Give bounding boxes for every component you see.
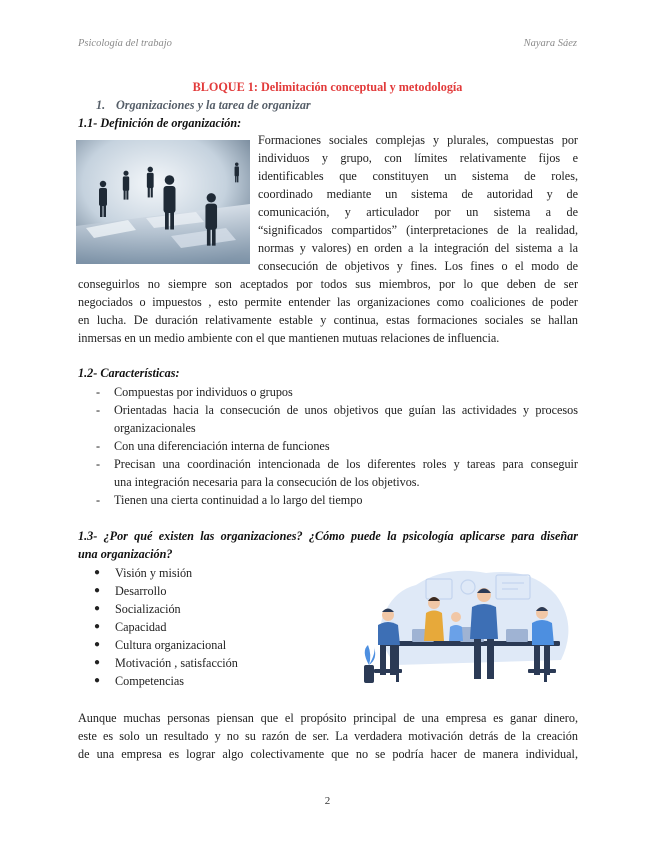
list-item xyxy=(78,455,578,491)
bullet-dot: ● xyxy=(94,657,101,668)
list-item xyxy=(78,600,338,618)
list-item-text: Orientadas hacia la consecución de unos objetivos que guían las actividades y procesos xyxy=(114,403,578,417)
list-item-text: Compuestas por individuos o grupos xyxy=(114,385,293,399)
list-item xyxy=(78,582,338,600)
teamwork-illustration xyxy=(356,565,578,691)
dash-marker: - xyxy=(96,439,101,453)
bullet-dot: ● xyxy=(94,585,101,596)
paragraph-line: en lucha. De duración relativamente estable y continua, estas formaciones sociales se hallan xyxy=(78,313,578,327)
paragraph-line: consecución de objetivos y fines. Los fines o el modo de xyxy=(258,259,578,273)
list-item-text: organizacionales xyxy=(114,421,196,435)
paragraph-line: individuos y grupo, con límites relativamente fijos e xyxy=(258,151,578,165)
list-item-text: Tienen una cierta continuidad a lo largo del tiempo xyxy=(114,493,363,507)
design-factors-list xyxy=(78,564,338,690)
section-number: 1. xyxy=(96,98,106,112)
paragraph-line: coordinado mediante un sistema de autoridad y de xyxy=(258,187,578,201)
paragraph-line: de una empresa es lograr algo colectivamente que no se podría hacer de manera individual, xyxy=(78,747,578,761)
list-item-text: Motivación , satisfacción xyxy=(115,656,238,670)
list-item xyxy=(78,401,578,437)
characteristics-list xyxy=(78,383,578,509)
section-title: Organizaciones y la tarea de organizar xyxy=(116,98,311,112)
list-item xyxy=(78,383,578,401)
page-title: BLOQUE 1: Delimitación conceptual y metodología xyxy=(192,80,463,94)
subsection-heading-1-3 xyxy=(78,527,578,563)
header-author: Nayara Sáez xyxy=(523,38,577,49)
list-item xyxy=(78,564,338,582)
bullet-dot: ● xyxy=(94,603,101,614)
bullet-dot: ● xyxy=(94,567,101,578)
paragraph-line: negociados o impuestos , esto permite entender las organizaciones como coaliciones de poder xyxy=(78,295,578,309)
page-number: 2 xyxy=(324,795,331,807)
header-subject: Psicología del trabajo xyxy=(78,38,172,49)
subsection-heading-1-2: 1.2- Características: xyxy=(78,366,180,380)
paragraph-line: este es solo un resultado y no su razón de ser. La verdadera motivación detrás de la creación xyxy=(78,729,578,743)
bullet-dot: ● xyxy=(94,621,101,632)
heading-line: una organización? xyxy=(78,547,173,561)
purpose-paragraph xyxy=(78,709,578,763)
dash-marker: - xyxy=(96,403,101,417)
list-item-text: Capacidad xyxy=(115,620,167,634)
list-item xyxy=(78,437,578,455)
bullet-dot: ● xyxy=(94,675,101,686)
paragraph-line: normas y valores) en orden a la integración del sistema a la xyxy=(258,241,578,255)
list-item-text: Competencias xyxy=(115,674,185,688)
paragraph-line: comunicación, y articulador por un sistema a de xyxy=(258,205,578,219)
list-item xyxy=(78,672,338,690)
paragraph-line: Formaciones sociales complejas y plurales, compuestas por xyxy=(258,133,578,147)
list-item-text: Cultura organizacional xyxy=(115,638,227,652)
list-item-text: Desarrollo xyxy=(115,584,167,598)
section-heading-1 xyxy=(96,98,311,113)
heading-line: 1.3- ¿Por qué existen las organizaciones? ¿Cómo puede la psicología aplicarse para diseñar xyxy=(78,529,578,543)
definition-paragraph-full xyxy=(78,275,578,347)
list-item xyxy=(78,491,578,509)
list-item xyxy=(78,618,338,636)
business-people-photo xyxy=(76,140,250,264)
list-item xyxy=(78,654,338,672)
list-item xyxy=(78,636,338,654)
paragraph-line: identificables que constituyen un sistema de roles, xyxy=(258,169,578,183)
paragraph-line: inmersas en un medio ambiente con el que mantienen mutuas relaciones de influencia. xyxy=(78,331,500,345)
dash-marker: - xyxy=(96,493,101,507)
list-item-text: Precisan una coordinación intencionada de los diferentes roles y tareas para conseguir xyxy=(114,457,578,471)
definition-paragraph-wrapped xyxy=(258,131,578,275)
subsection-heading-1-1: 1.1- Definición de organización: xyxy=(78,116,242,130)
list-item-text: una integración necesaria para la consecución de los objetivos. xyxy=(114,475,420,489)
bullet-dot: ● xyxy=(94,639,101,650)
paragraph-line: Aunque muchas personas piensan que el propósito principal de una empresa es ganar dinero, xyxy=(78,711,578,725)
list-item-text: Visión y misión xyxy=(115,566,193,580)
list-item-text: Con una diferenciación interna de funciones xyxy=(114,439,330,453)
dash-marker: - xyxy=(96,457,101,471)
list-item-text: Socialización xyxy=(115,602,181,616)
dash-marker: - xyxy=(96,385,101,399)
paragraph-line: “significados compartidos” (interpretaciones de la realidad, xyxy=(258,223,578,237)
paragraph-line: conseguirlos no siempre son aceptados por todos sus miembros, por lo que deben de ser xyxy=(78,277,578,291)
